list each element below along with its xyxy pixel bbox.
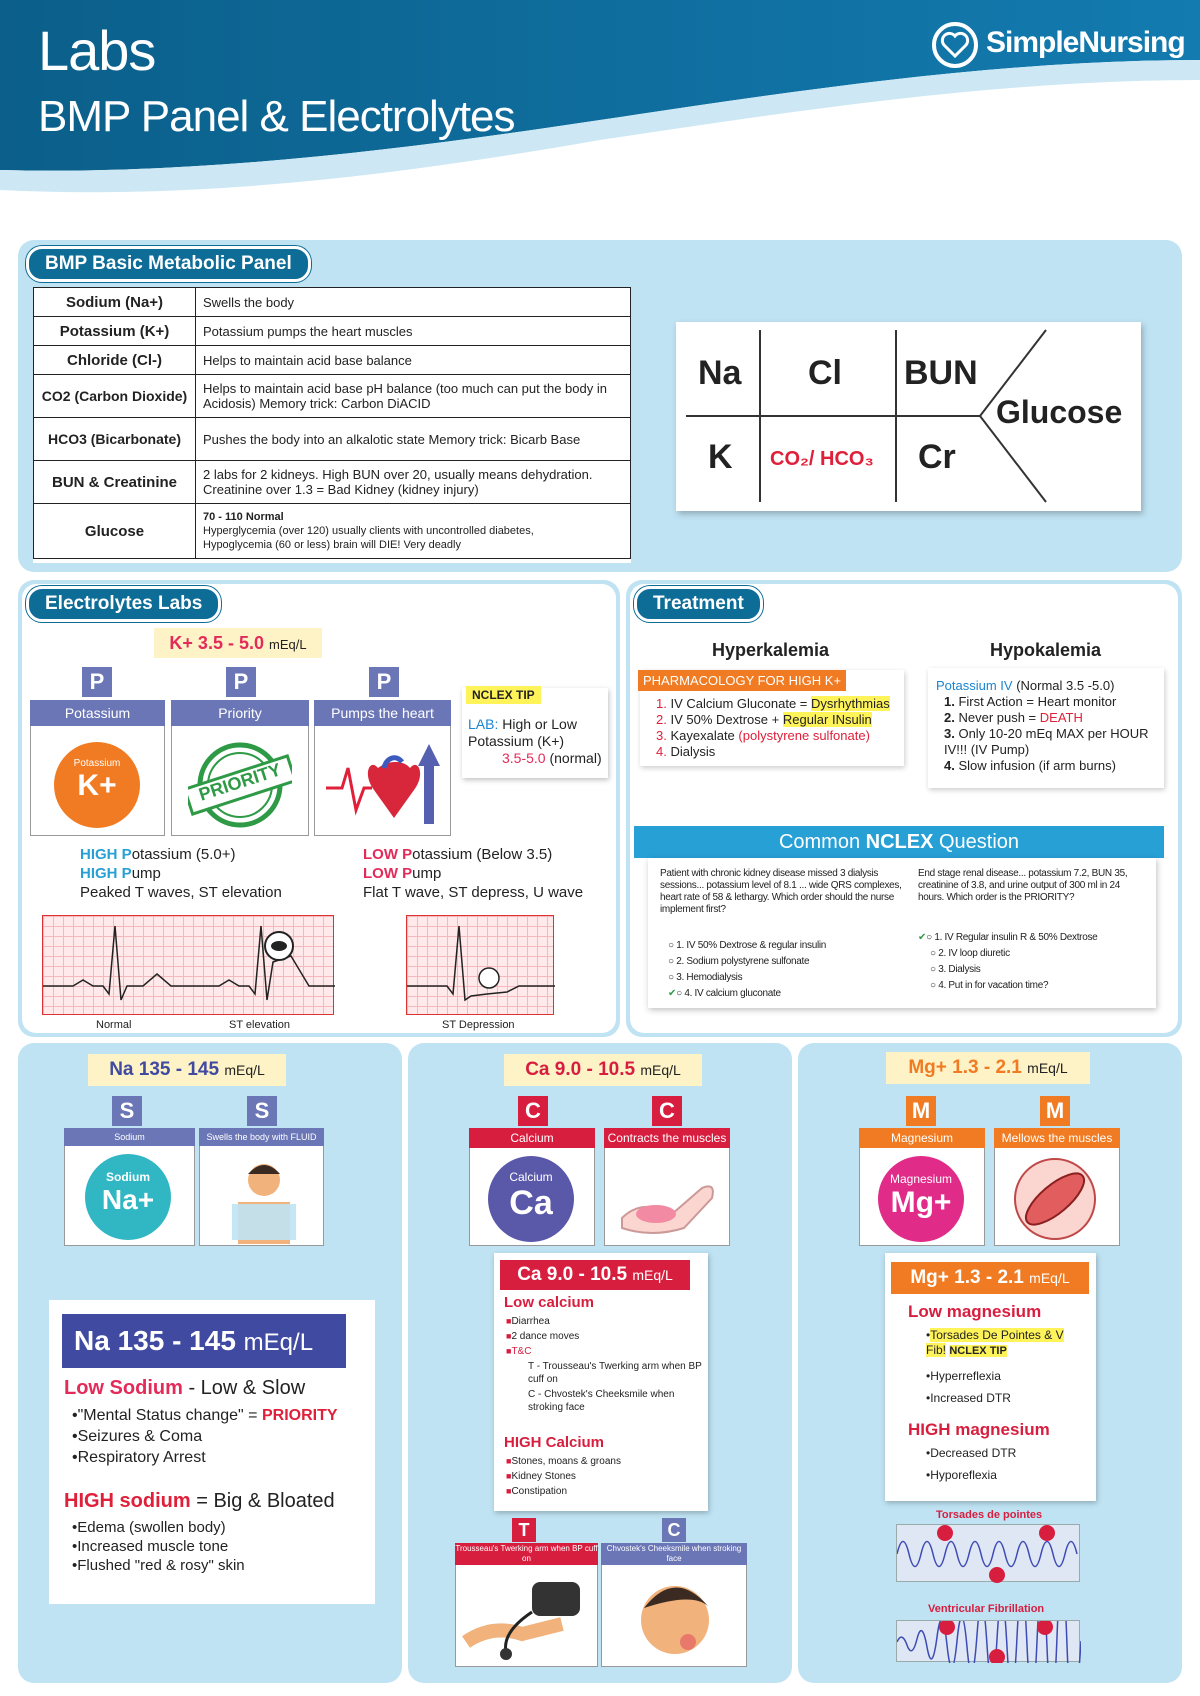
ecg-label-st-elevation: ST elevation bbox=[229, 1019, 290, 1031]
muscle-icon bbox=[1010, 1154, 1100, 1244]
calcium-icon: Calcium Ca bbox=[488, 1156, 574, 1242]
list-item: • "Mental Status change" = PRIORITY bbox=[72, 1405, 338, 1426]
list-item: ○ 2. Sodium polystyrene sulfonate bbox=[668, 956, 810, 967]
calcium-detail-range: Ca 9.0 - 10.5 mEq/L bbox=[500, 1260, 690, 1290]
trousseau-text: T - Trousseau's Twerking arm when BP cuff on bbox=[528, 1361, 702, 1385]
list-item: • Respiratory Arrest bbox=[72, 1447, 338, 1468]
page-subtitle: BMP Panel & Electrolytes bbox=[38, 92, 515, 141]
letter-c: C bbox=[662, 1518, 686, 1542]
letter-m-2: M bbox=[1040, 1096, 1070, 1126]
table-row: Glucose 70 - 110 Normal Hyperglycemia (over 120) usually clients with uncontrolled diabetes, Hypoglycemia (60 or less) brain will DIE! Very deadly bbox=[34, 504, 631, 559]
sodium-big-range: Na 135 - 145 mEq/L bbox=[62, 1314, 346, 1368]
priority-label: Priority bbox=[171, 700, 309, 726]
low-calcium-title: Low calcium bbox=[504, 1294, 595, 1311]
nclex-tip-badge: NCLEX TIP bbox=[949, 1345, 1007, 1357]
low-calcium-list bbox=[506, 1314, 579, 1359]
high-potassium-text: HIGH Potassium (5.0+) HIGH Pump Peaked T waves, ST elevation bbox=[80, 846, 282, 901]
sodium-icon: Sodium Na+ bbox=[85, 1154, 171, 1240]
sodium-label: Sodium bbox=[64, 1128, 195, 1146]
letter-p-2: P bbox=[226, 667, 256, 697]
chvostek-label: Chvostek's Cheeksmile when stroking face bbox=[601, 1543, 747, 1565]
list-item: • Decreased DTR bbox=[926, 1442, 1016, 1464]
question-1-options bbox=[668, 938, 826, 1002]
nclex-tip-badge: NCLEX TIP bbox=[466, 686, 541, 704]
list-item: ○ 3. Dialysis bbox=[930, 964, 981, 975]
bmp-title: BMP Basic Metabolic Panel bbox=[26, 246, 311, 282]
list-item: ■ Diarrhea bbox=[506, 1314, 579, 1329]
magnesium-range: Mg+ 1.3 - 2.1 mEq/L bbox=[886, 1052, 1090, 1084]
letter-m-1: M bbox=[906, 1096, 936, 1126]
mellows-label: Mellows the muscles bbox=[994, 1128, 1120, 1148]
potassium-label: Potassium bbox=[30, 700, 165, 726]
treatment-title: Treatment bbox=[634, 586, 763, 622]
list-item: • Increased muscle tone bbox=[72, 1537, 245, 1556]
list-item: ■ Kidney Stones bbox=[506, 1469, 621, 1484]
low-sodium-list bbox=[72, 1405, 338, 1468]
priority-stamp-text: PRIORITY bbox=[196, 759, 284, 805]
fishbone-na: Na bbox=[698, 354, 742, 392]
letter-s-1: S bbox=[112, 1096, 142, 1126]
list-item: • Flushed "red & rosy" skin bbox=[72, 1556, 245, 1575]
list-item: • Torsades De Pointes & V Fib! NCLEX TIP bbox=[926, 1328, 1086, 1359]
heart-pump-icon bbox=[326, 738, 442, 830]
table-row: Sodium (Na+) Swells the body bbox=[34, 288, 631, 317]
fishbone-bun: BUN bbox=[904, 354, 978, 392]
ecg-normal-st-elevation bbox=[42, 915, 334, 1015]
list-item: • Increased DTR bbox=[926, 1387, 1086, 1409]
contracts-label: Contracts the muscles bbox=[604, 1128, 730, 1148]
flexed-arm-icon bbox=[612, 1158, 724, 1242]
electrolytes-title: Electrolytes Labs bbox=[26, 586, 221, 622]
ecg-label-st-depression: ST Depression bbox=[442, 1019, 515, 1031]
torsades-trace bbox=[897, 1525, 1081, 1583]
table-row: Chloride (Cl-) Helps to maintain acid base balance bbox=[34, 346, 631, 375]
face-cheek-icon bbox=[630, 1568, 720, 1664]
magnesium-icon: Magnesium Mg+ bbox=[878, 1156, 964, 1242]
low-magnesium-list bbox=[926, 1328, 1086, 1409]
fishbone-co2: CO₂/ HCO₃ bbox=[770, 448, 874, 470]
list-item: ■ T&C bbox=[506, 1344, 579, 1359]
torsades-strip bbox=[896, 1524, 1080, 1582]
magnesium-label: Magnesium bbox=[859, 1128, 985, 1148]
nclex-tip-box: NCLEX TIP LAB: High or Low Potassium (K+) 3.5-5.0 (normal) bbox=[462, 688, 608, 778]
letter-s-2: S bbox=[247, 1096, 277, 1126]
low-potassium-text: LOW Potassium (Below 3.5) LOW Pump Flat T wave, ST depress, U wave bbox=[363, 846, 584, 901]
priority-stamp-icon bbox=[188, 740, 292, 830]
fishbone-diagram bbox=[676, 322, 1141, 511]
high-sodium-list bbox=[72, 1518, 245, 1575]
question-2: End stage renal disease... potassium 7.2, BUN 35, creatinine of 3.8, and urine output of 300 ml in 24 hours. Which order is the PRIORITY? bbox=[918, 868, 1128, 903]
list-item: ○ 1. IV 50% Dextrose & regular insulin bbox=[668, 940, 827, 951]
hypo-list: Potassium IV (Normal 3.5 -5.0) 1. First Action = Heart monitor 2. Never push = DEATH 3. Only 10-20 mEq MAX per HOUR IV!!! (IV Pump) 4. Slow infusion (if arm burns) bbox=[936, 678, 1149, 773]
letter-p-1: P bbox=[82, 667, 112, 697]
check-icon: ✔ bbox=[668, 988, 677, 999]
list-item: ✔○ 4. IV calcium gluconate bbox=[668, 988, 781, 999]
high-sodium-section: HIGH sodium = Big & Bloated bbox=[64, 1490, 335, 1512]
list-item: ○ 4. Put in for vacation time? bbox=[930, 980, 1049, 991]
letter-c-1: C bbox=[518, 1096, 548, 1126]
potassium-icon: Potassium K+ bbox=[54, 742, 140, 828]
fishbone-glucose: Glucose bbox=[996, 394, 1123, 430]
vfib-label: Ventricular Fibrillation bbox=[928, 1603, 1045, 1615]
list-item: • Hyporeflexia bbox=[926, 1464, 1016, 1486]
hyperkalemia-title: Hyperkalemia bbox=[712, 640, 830, 660]
bp-cuff-icon bbox=[462, 1572, 592, 1662]
question-2-options bbox=[918, 930, 1097, 994]
nclex-question-header: Common NCLEX Question bbox=[634, 826, 1164, 858]
hyper-list: 1. IV Calcium Gluconate = Dysrhythmias 2. IV 50% Dextrose + Regular INsulin 3. Kayexalate (polystyrene sulfonate) 4. Dialysis bbox=[656, 696, 890, 759]
magnesium-detail-range: Mg+ 1.3 - 2.1 mEq/L bbox=[891, 1262, 1089, 1294]
question-1: Patient with chronic kidney disease missed 3 dialysis sessions... potassium level of 8.1 ... wide QRS complexes, heart rate of 58 & lethargy. Which order should the nurse implement first? bbox=[660, 868, 902, 915]
trousseau-label: Trousseau's Twerking arm when BP cuff on bbox=[455, 1544, 598, 1563]
high-magnesium-list bbox=[926, 1442, 1016, 1486]
swollen-person-icon bbox=[218, 1152, 308, 1244]
potassium-range: K+ 3.5 - 5.0 mEq/L bbox=[154, 628, 322, 658]
hyper-badge: PHARMACOLOGY FOR HIGH K+ bbox=[638, 670, 846, 691]
high-calcium-list bbox=[506, 1454, 621, 1499]
brand-logo bbox=[930, 20, 1190, 70]
pumps-label: Pumps the heart bbox=[314, 700, 451, 726]
stethoscope-heart-icon bbox=[930, 20, 986, 70]
ecg-st-depression bbox=[406, 915, 554, 1015]
fishbone-k: K bbox=[708, 438, 733, 476]
vfib-trace bbox=[897, 1621, 1081, 1663]
table-row: HCO3 (Bicarbonate) Pushes the body into an alkalotic state Memory trick: Bicarb Base bbox=[34, 418, 631, 461]
hypokalemia-title: Hypokalemia bbox=[990, 640, 1102, 660]
letter-p-3: P bbox=[369, 667, 399, 697]
vfib-strip bbox=[896, 1620, 1080, 1662]
table-row: CO2 (Carbon Dioxide) Helps to maintain acid base pH balance (too much can put the body in Acidosis) Memory trick: Carbon DiACID bbox=[34, 375, 631, 418]
brand-name: SimpleNursing bbox=[986, 26, 1185, 59]
fishbone-cr: Cr bbox=[918, 438, 956, 476]
list-item: • Edema (swollen body) bbox=[72, 1518, 245, 1537]
list-item: ■ 2 dance moves bbox=[506, 1329, 579, 1344]
list-item: • Seizures & Coma bbox=[72, 1426, 338, 1447]
ecg-trace bbox=[43, 916, 335, 1016]
sodium-range: Na 135 - 145 mEq/L bbox=[88, 1054, 286, 1086]
fishbone-cl: Cl bbox=[808, 354, 842, 392]
list-item: ✔○ 1. IV Regular insulin R & 50% Dextrose bbox=[918, 932, 1098, 943]
check-icon: ✔ bbox=[918, 932, 927, 943]
letter-t: T bbox=[512, 1518, 536, 1542]
page-title: Labs bbox=[38, 19, 156, 82]
high-magnesium-title: HIGH magnesium bbox=[908, 1420, 1050, 1439]
list-item: ■ Constipation bbox=[506, 1484, 621, 1499]
torsades-label: Torsades de pointes bbox=[936, 1509, 1043, 1521]
ecg-trace bbox=[407, 916, 555, 1016]
list-item: ○ 3. Hemodialysis bbox=[668, 972, 743, 983]
list-item: • Hyperreflexia bbox=[926, 1365, 1086, 1387]
calcium-label: Calcium bbox=[469, 1128, 595, 1148]
table-row: Potassium (K+) Potassium pumps the heart muscles bbox=[34, 317, 631, 346]
ecg-label-normal: Normal bbox=[96, 1019, 132, 1031]
high-calcium-title: HIGH Calcium bbox=[504, 1434, 605, 1451]
bmp-table bbox=[33, 287, 631, 559]
low-sodium-section: Low Sodium - Low & Slow bbox=[64, 1377, 306, 1399]
letter-c-2: C bbox=[652, 1096, 682, 1126]
calcium-range: Ca 9.0 - 10.5 mEq/L bbox=[504, 1054, 702, 1086]
table-row: BUN & Creatinine 2 labs for 2 kidneys. High BUN over 20, usually means dehydration. Creatinine over 1.3 = Bad Kidney (kidney injury) bbox=[34, 461, 631, 504]
swells-label: Swells the body with FLUID bbox=[199, 1128, 324, 1146]
list-item: ■ Stones, moans & groans bbox=[506, 1454, 621, 1469]
chvostek-text: C - Chvostek's Cheeksmile when stroking face bbox=[528, 1389, 675, 1413]
low-magnesium-title: Low magnesium bbox=[908, 1302, 1042, 1321]
list-item: ○ 2. IV loop diuretic bbox=[930, 948, 1010, 959]
